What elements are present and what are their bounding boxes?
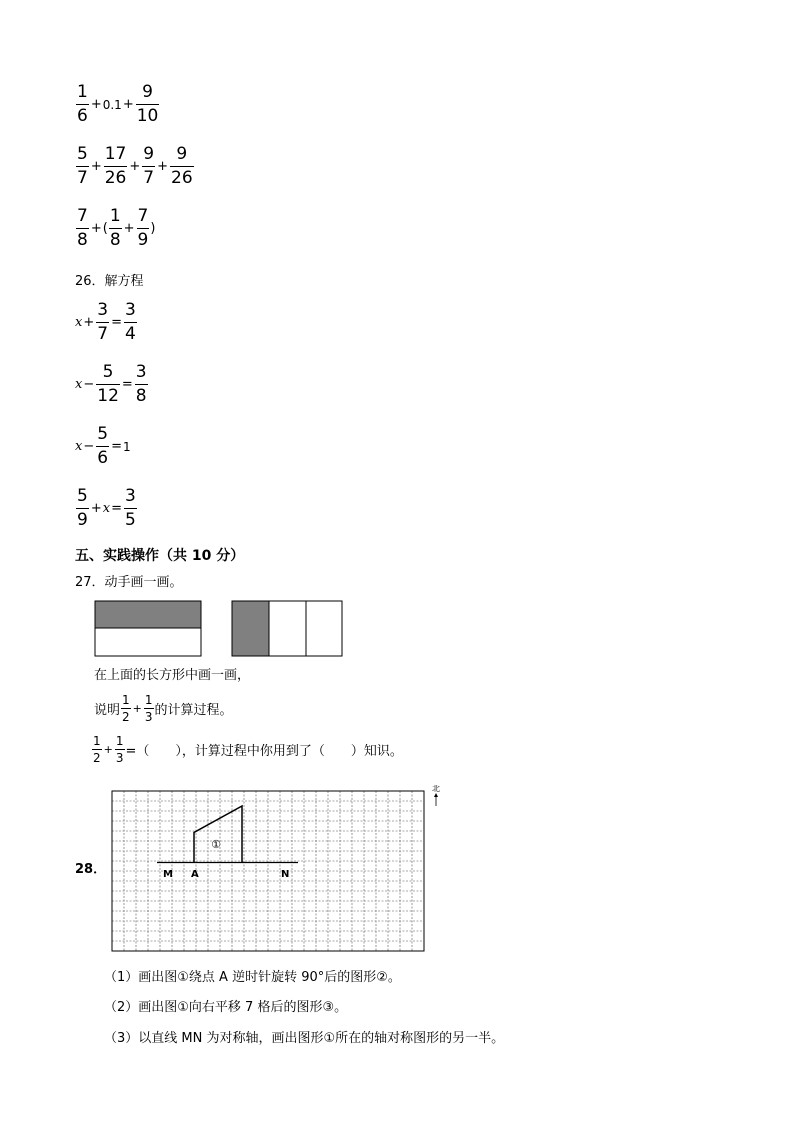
rectangle-right-blank-third bbox=[306, 601, 342, 656]
fraction: $\frac{5}{12}$ bbox=[97, 362, 119, 406]
section-5-title: 五、实践操作（共 10 分） bbox=[75, 548, 245, 564]
fraction: $\frac{1}{8}$ bbox=[109, 206, 121, 250]
q28-item-3: （3）以直线 MN 为对称轴，画出图形①所在的轴对称图形的另一半。 bbox=[104, 1031, 505, 1046]
q28-grid-figure bbox=[105, 785, 450, 960]
rectangle-left-shaded-half bbox=[95, 601, 201, 628]
fraction: $\frac{1}{3}$ bbox=[144, 693, 153, 724]
question-26-title: 26．解方程 bbox=[75, 274, 144, 289]
question-27-title: 27．动手画一画。 bbox=[75, 575, 183, 590]
north-arrow-head bbox=[434, 793, 438, 797]
expression-1: $\frac{1}{6}$ + 0.1 + $\frac{9}{10}$ bbox=[77, 82, 159, 126]
q27-instruction-1: 在上面的长方形中画一画， bbox=[94, 668, 251, 683]
fraction: $\frac{1}{2}$ bbox=[122, 693, 130, 724]
fraction: $\frac{9}{10}$ bbox=[136, 82, 159, 126]
expression-3: $\frac{7}{8}$ + ( $\frac{1}{8}$ + $\frac{7}{9}$ ) bbox=[77, 206, 156, 250]
equation-4: $\frac{5}{9}$ + x = $\frac{3}{5}$ bbox=[77, 486, 136, 530]
fraction: $\frac{3}{7}$ bbox=[97, 300, 109, 344]
q27-instruction-3: $\frac{1}{2}$ + $\frac{1}{3}$ =（ ），计算过程中你用到了（ ）知识。 bbox=[93, 734, 403, 765]
fraction: $\frac{9}{26}$ bbox=[171, 144, 193, 188]
q27-instruction-2: 说明 $\frac{1}{2}$ + $\frac{1}{3}$ 的计算过程。 bbox=[94, 693, 233, 724]
figure-1-outline bbox=[194, 806, 242, 863]
point-a-label: A bbox=[191, 869, 199, 880]
grid-lines bbox=[112, 791, 424, 951]
rectangle-right-shaded-third bbox=[232, 601, 269, 656]
fraction: $\frac{5}{6}$ bbox=[97, 424, 109, 468]
point-m-label: M bbox=[163, 869, 173, 880]
q28-item-2: （2）画出图①向右平移 7 格后的图形③。 bbox=[104, 1000, 348, 1015]
fraction: $\frac{5}{9}$ bbox=[77, 486, 88, 530]
fraction: $\frac{5}{7}$ bbox=[77, 144, 88, 188]
fraction: $\frac{1}{2}$ bbox=[93, 734, 101, 765]
fraction: $\frac{3}{4}$ bbox=[124, 300, 136, 344]
rectangle-left-blank-half bbox=[95, 628, 201, 656]
question-28-label: 28． bbox=[75, 862, 107, 877]
equation-1: x + $\frac{3}{7}$ = $\frac{3}{4}$ bbox=[75, 300, 136, 344]
fraction: $\frac{3}{8}$ bbox=[135, 362, 147, 406]
rectangle-right-blank-third bbox=[269, 601, 306, 656]
fraction: $\frac{9}{7}$ bbox=[143, 144, 155, 188]
decimal-term: 0.1 bbox=[102, 97, 122, 112]
equation-2: x − $\frac{5}{12}$ = $\frac{3}{8}$ bbox=[75, 362, 147, 406]
fraction: $\frac{1}{6}$ bbox=[77, 82, 88, 126]
fraction: $\frac{7}{9}$ bbox=[137, 206, 149, 250]
fraction: $\frac{3}{5}$ bbox=[124, 486, 136, 530]
equation-3: x − $\frac{5}{6}$ = 1 bbox=[75, 424, 131, 468]
expression-2: $\frac{5}{7}$ + $\frac{17}{26}$ + $\frac{9}{7}$ + $\frac{9}{26}$ bbox=[77, 144, 193, 188]
fraction: $\frac{7}{8}$ bbox=[77, 206, 88, 250]
fraction: $\frac{17}{26}$ bbox=[104, 144, 127, 188]
q27-rectangles bbox=[94, 600, 344, 660]
north-label: 北 bbox=[432, 785, 440, 793]
q28-item-1: （1）画出图①绕点 A 逆时针旋转 90°后的图形②。 bbox=[104, 970, 401, 985]
fraction: $\frac{1}{3}$ bbox=[115, 734, 124, 765]
point-n-label: N bbox=[281, 869, 290, 880]
figure-1-label: ① bbox=[211, 838, 221, 851]
